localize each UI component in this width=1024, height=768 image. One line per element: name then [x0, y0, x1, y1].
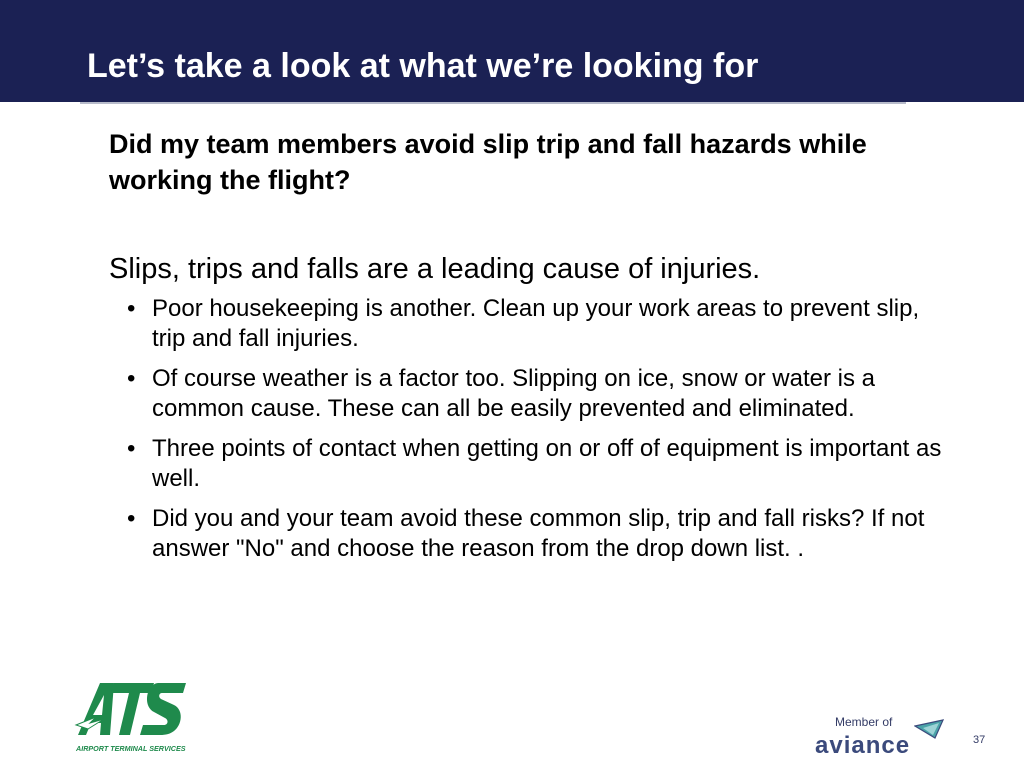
- bullet-text: Three points of contact when getting on or off of equipment is important as well.: [152, 435, 942, 492]
- svg-text:AIRPORT TERMINAL SERVICES: AIRPORT TERMINAL SERVICES: [76, 744, 186, 753]
- question-heading: Did my team members avoid slip trip and fall hazards while working the flight?: [109, 129, 867, 195]
- bullet-list: [127, 294, 957, 574]
- ats-logo: [74, 677, 190, 757]
- page-number: 37: [973, 734, 986, 746]
- avianca-bird-icon: [914, 717, 944, 747]
- avianca-logo-text: aviance: [815, 732, 911, 759]
- slide-title: Let’s take a look at what we’re looking for: [87, 47, 759, 85]
- bullet-dot-icon: •: [127, 435, 136, 462]
- bullet-dot-icon: •: [127, 295, 136, 322]
- title-underline: [80, 102, 906, 104]
- member-of-label: Member of: [835, 715, 893, 729]
- bullet-text: Poor housekeeping is another. Clean up your work areas to prevent slip, trip and fall injuries.: [152, 295, 920, 352]
- bullet-dot-icon: •: [127, 365, 136, 392]
- bullet-item: [127, 504, 957, 564]
- lead-statement: Slips, trips and falls are a leading cause of injuries.: [109, 253, 761, 285]
- bullet-item: [127, 294, 957, 354]
- bullet-text: Of course weather is a factor too. Slipping on ice, snow or water is a common cause. These can all be easily prevented and eliminated.: [152, 365, 876, 422]
- bullet-item: [127, 434, 957, 494]
- title-bar: [0, 0, 1024, 102]
- bullet-text: Did you and your team avoid these common slip, trip and fall risks? If not answer "No" and choose the reason from the drop down list. .: [152, 505, 925, 562]
- bullet-item: [127, 364, 957, 424]
- bullet-dot-icon: •: [127, 505, 136, 532]
